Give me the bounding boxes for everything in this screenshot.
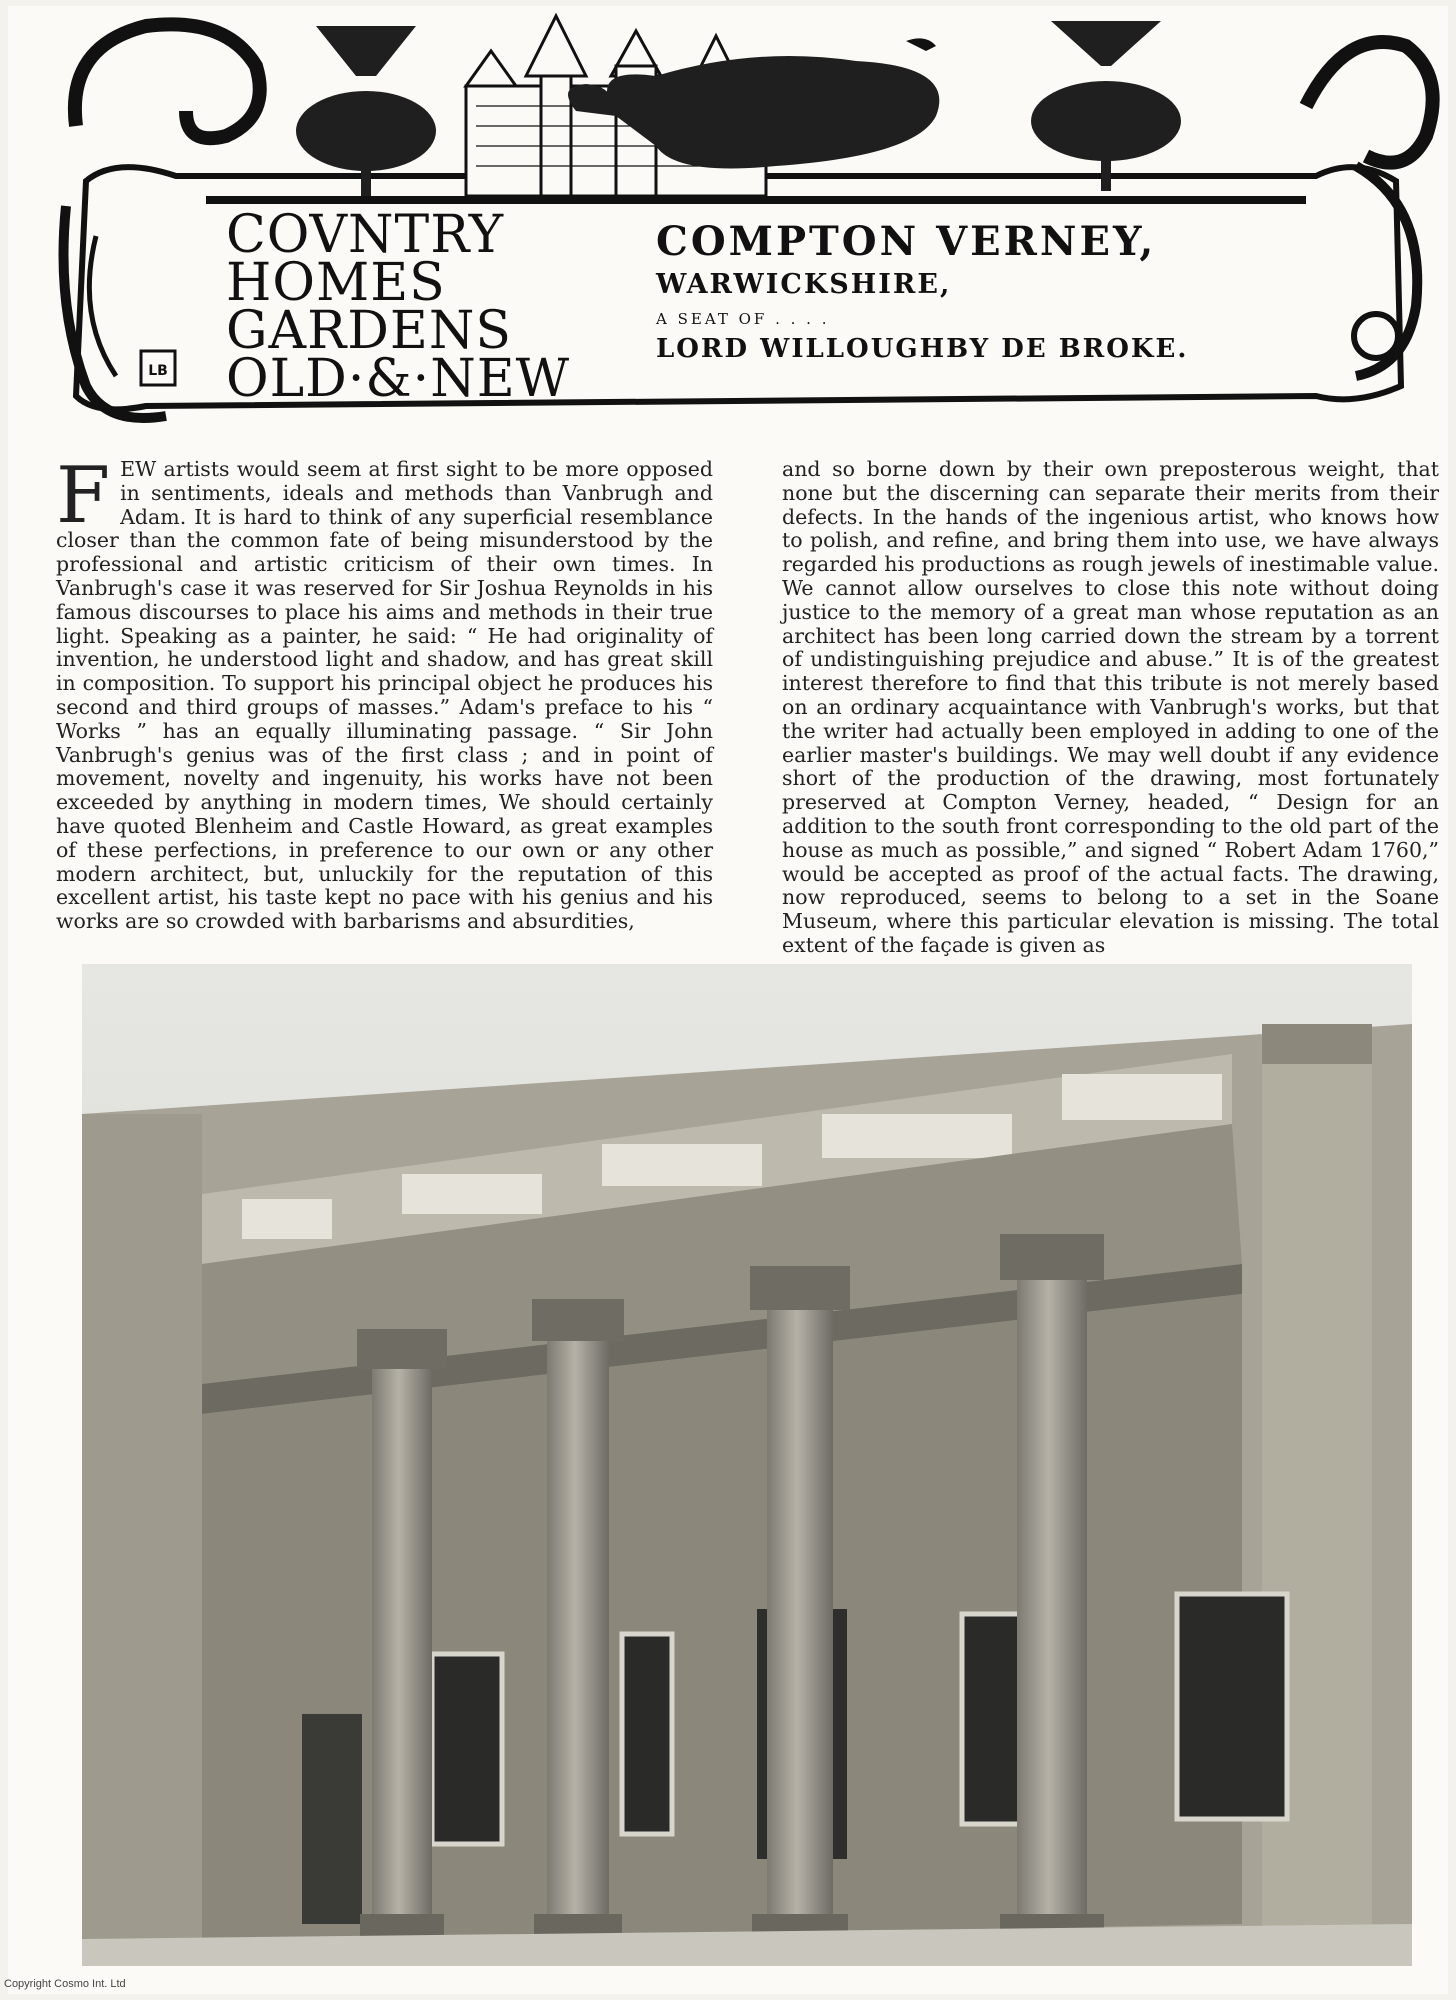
county-label: WARWICKSHIRE, [656, 269, 952, 300]
article-column-left [56, 451, 713, 934]
monogram: LB [148, 363, 168, 379]
article-title-block [656, 218, 1188, 364]
owner-label: LORD WILLOUGHBY DE BROKE. [656, 334, 1189, 364]
portico-photograph [82, 964, 1412, 1966]
series-title-line: GARDENS [226, 301, 513, 361]
series-title [226, 205, 571, 409]
magazine-page [8, 6, 1448, 1994]
article-body [56, 451, 1444, 957]
drop-cap: F [56, 451, 111, 541]
header-banner [56, 6, 1446, 436]
series-title-line: COVNTRY [226, 205, 505, 265]
left-column-text: EW artists would seem at first sight to be more opposed in sentiments, ideals and methods than Vanbrugh and Adam. It is hard to think of any superficial resemblance closer than the common fate of being misunderstood by the professional and artistic criticism of their own times. In Vanbrugh's case it was reserved for Sir Joshua Reynolds in his famous discourses to place his aims and methods in their true light. Speaking as a painter, he said: “ He had originality of invention, he understood light and shadow, and has great skill in composition. To support his principal object he produces his second and third groups of masses.” Adam's preface to his “ Works ” has an equally illuminating passage. “ Sir John Vanbrugh's genius was of the first class ; and in point of movement, novelty and ingenuity, his works have not been exceeded by anything in modern times, We should certainly have quoted Blenheim and Castle Howard, as great examples of these perfections, in preference to our own or any other modern architect, but, unluckily for the reputation of this excellent artist, his taste kept no pace with his genius and his works are so crowded with barbarisms and absurdities, [56, 457, 713, 934]
copyright-notice: Copyright Cosmo Int. Ltd [4, 1978, 126, 1990]
series-title-line: HOMES [226, 253, 446, 313]
series-title-line: OLD·&·NEW [226, 349, 571, 409]
seat-of-label: A SEAT OF . . . . [656, 310, 830, 328]
article-column-right: and so borne down by their own preposterous weight, that none but the discerning can separate their merits from their defects. In the hands of the ingenious artist, who knows how to polish, and refine, and bring them into use, we have always regarded his productions as rough jewels of inestimable value. We cannot allow ourselves to close this note without doing justice to the memory of a great man whose reputation as an architect has been long carried down the stream by a torrent of undistinguishing prejudice and abuse.” It is of the greatest interest therefore to find that this tribute is not merely based on an ordinary acquaintance with Vanbrugh's works, but that the writer had actually been employed in adding to one of the earlier master's buildings. We may well doubt if any evidence short of the production of the drawing, most fortunately preserved at Compton Verney, headed, “ Design for an addition to the south front corresponding to the old part of the house as much as possible,” and signed “ Robert Adam 1760,” would be accepted as proof of the actual facts. The drawing, now reproduced, seems to belong to a set in the Soane Museum, where this particular elevation is missing. The total extent of the façade is given as [782, 457, 1439, 957]
article-title: COMPTON VERNEY, [656, 218, 1157, 265]
portico-image [82, 964, 1412, 1966]
